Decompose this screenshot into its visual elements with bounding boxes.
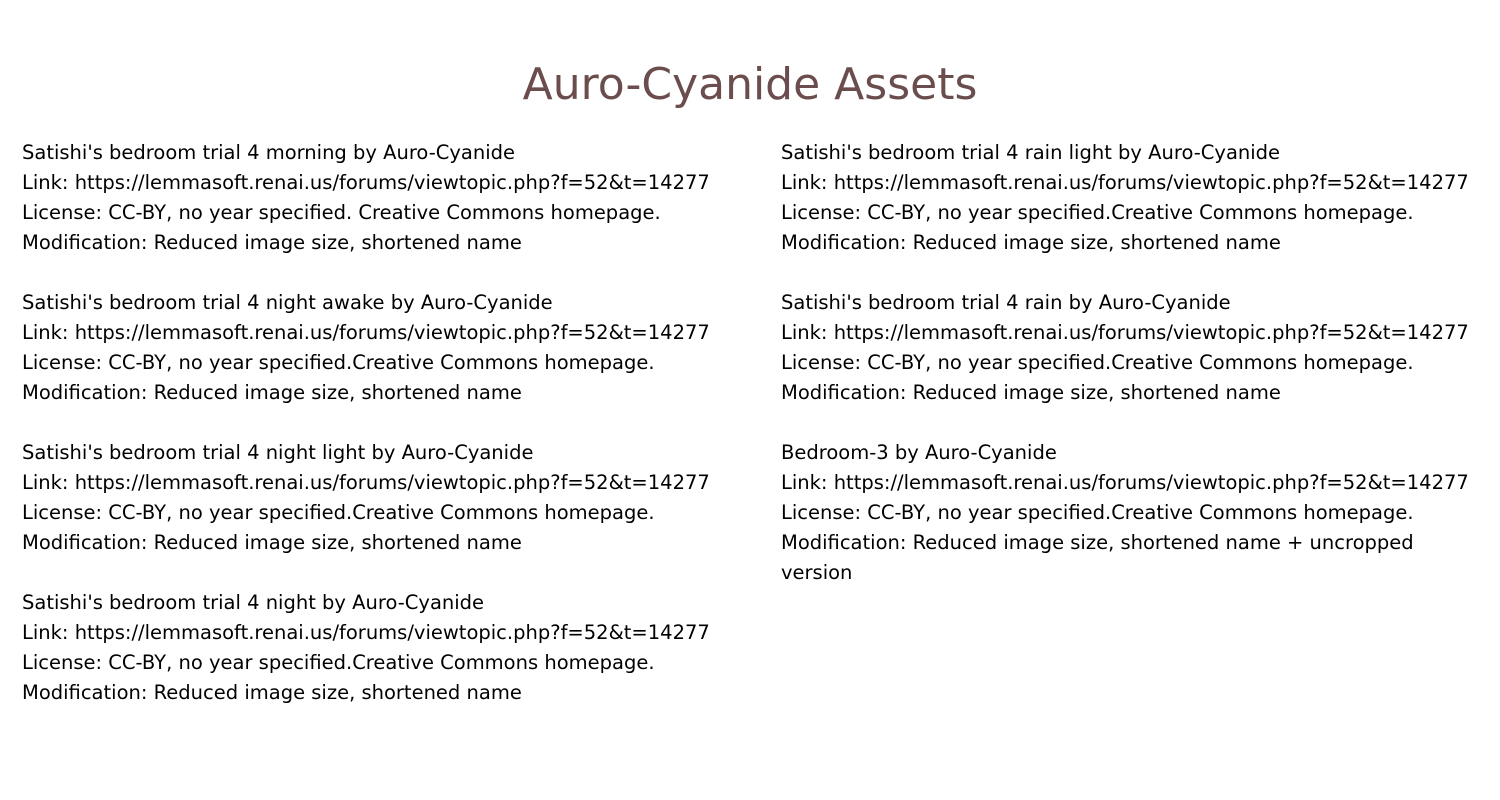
asset-modification: Modification: Reduced image size, shortened name: [781, 231, 1281, 254]
asset-title: Satishi's bedroom trial 4 morning by Auro-Cyanide: [22, 141, 515, 164]
asset-title: Satishi's bedroom trial 4 night by Auro-Cyanide: [22, 591, 485, 614]
asset-modification: Modification: Reduced image size, shortened name: [22, 231, 522, 254]
asset-modification: Modification: Reduced image size, shortened name + uncropped version: [781, 531, 1414, 584]
asset-entry: [22, 438, 762, 558]
asset-link: Link: https://lemmasoft.renai.us/forums/viewtopic.php?f=52&t=14277: [22, 321, 710, 344]
asset-link: Link: https://lemmasoft.renai.us/forums/viewtopic.php?f=52&t=14277: [781, 471, 1469, 494]
asset-title: Satishi's bedroom trial 4 rain by Auro-Cyanide: [781, 291, 1231, 314]
asset-entry: [781, 138, 1481, 258]
asset-license: License: CC-BY, no year specified.Creative Commons homepage.: [781, 501, 1414, 524]
asset-link: Link: https://lemmasoft.renai.us/forums/viewtopic.php?f=52&t=14277: [781, 321, 1469, 344]
asset-license: License: CC-BY, no year specified.Creative Commons homepage.: [781, 201, 1414, 224]
asset-modification: Modification: Reduced image size, shortened name: [22, 381, 522, 404]
asset-entry: [781, 438, 1481, 588]
asset-title: Satishi's bedroom trial 4 night light by Auro-Cyanide: [22, 441, 534, 464]
asset-license: License: CC-BY, no year specified.Creative Commons homepage.: [781, 351, 1414, 374]
asset-link: Link: https://lemmasoft.renai.us/forums/viewtopic.php?f=52&t=14277: [22, 621, 710, 644]
asset-license: License: CC-BY, no year specified. Creative Commons homepage.: [22, 201, 661, 224]
asset-modification: Modification: Reduced image size, shortened name: [781, 381, 1281, 404]
asset-entry: [22, 138, 762, 258]
asset-title: Satishi's bedroom trial 4 night awake by Auro-Cyanide: [22, 291, 553, 314]
asset-license: License: CC-BY, no year specified.Creative Commons homepage.: [22, 501, 655, 524]
page-title: Auro-Cyanide Assets: [522, 59, 978, 111]
right-column: [781, 138, 1481, 618]
asset-title: Bedroom-3 by Auro-Cyanide: [781, 441, 1057, 464]
asset-entry: [22, 288, 762, 408]
asset-link: Link: https://lemmasoft.renai.us/forums/viewtopic.php?f=52&t=14277: [22, 471, 710, 494]
asset-link: Link: https://lemmasoft.renai.us/forums/viewtopic.php?f=52&t=14277: [781, 171, 1469, 194]
left-column: [22, 138, 762, 738]
asset-entry: [22, 588, 762, 708]
asset-license: License: CC-BY, no year specified.Creative Commons homepage.: [22, 351, 655, 374]
asset-modification: Modification: Reduced image size, shortened name: [22, 681, 522, 704]
asset-entry: [781, 288, 1481, 408]
asset-link: Link: https://lemmasoft.renai.us/forums/viewtopic.php?f=52&t=14277: [22, 171, 710, 194]
asset-modification: Modification: Reduced image size, shortened name: [22, 531, 522, 554]
asset-title: Satishi's bedroom trial 4 rain light by Auro-Cyanide: [781, 141, 1281, 164]
asset-license: License: CC-BY, no year specified.Creative Commons homepage.: [22, 651, 655, 674]
